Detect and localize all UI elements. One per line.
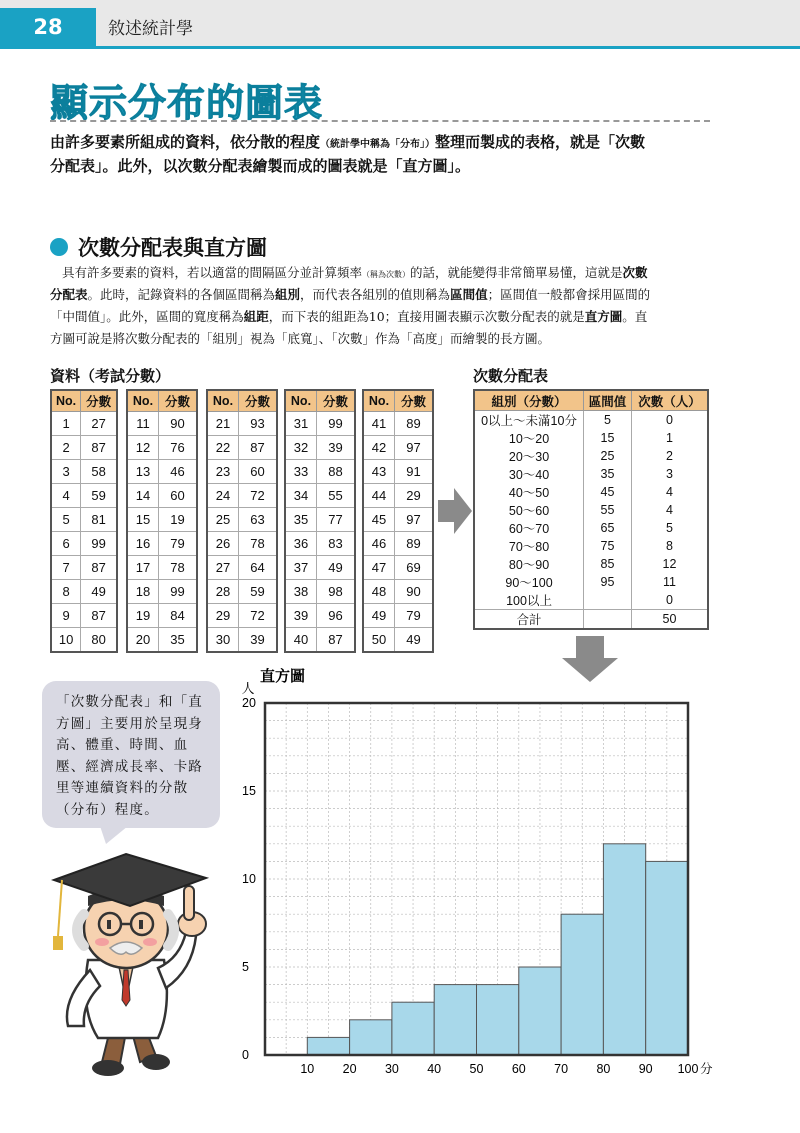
column-header: 分數 (158, 390, 197, 412)
table-row (207, 412, 277, 436)
student-number: 29 (207, 604, 238, 628)
student-number: 45 (363, 508, 394, 532)
column-header: No. (127, 390, 158, 412)
class-mark: 35 (584, 465, 632, 483)
score-value: 89 (394, 532, 433, 556)
score-value: 77 (316, 508, 355, 532)
x-tick-label: 80 (596, 1062, 611, 1076)
class-range: 60～70 (474, 519, 584, 537)
table-row (127, 460, 197, 484)
score-value: 60 (238, 460, 277, 484)
student-number: 4 (51, 484, 81, 508)
table-row (474, 501, 708, 519)
score-value: 72 (238, 604, 277, 628)
class-range: 40～50 (474, 483, 584, 501)
score-value: 87 (238, 436, 277, 460)
student-number: 19 (127, 604, 158, 628)
histogram-bar (646, 861, 688, 1055)
student-number: 32 (285, 436, 316, 460)
column-header: No. (207, 390, 238, 412)
score-value: 91 (394, 460, 433, 484)
professor-character-icon (40, 840, 220, 1085)
x-tick-label: 70 (554, 1062, 569, 1076)
table-row (207, 484, 277, 508)
score-value: 63 (238, 508, 277, 532)
class-range: 30～40 (474, 465, 584, 483)
freq-column-header: 組別（分數） (474, 390, 584, 411)
class-range: 100以上 (474, 591, 584, 610)
column-header: 分數 (394, 390, 433, 412)
score-value: 87 (81, 604, 117, 628)
table-row (363, 580, 433, 604)
intro-line-1: 由許多要素所組成的資料，依分散的程度（統計學中稱為「分布」）整理而製成的表格，就是「次數 (50, 133, 646, 151)
student-number: 48 (363, 580, 394, 604)
score-value: 88 (316, 460, 355, 484)
table-row (51, 412, 117, 436)
frequency-count: 4 (631, 483, 708, 501)
score-value: 93 (238, 412, 277, 436)
score-value: 60 (158, 484, 197, 508)
histogram-bar (392, 1002, 434, 1055)
student-number: 15 (127, 508, 158, 532)
class-range: 合計 (474, 610, 584, 630)
score-value: 90 (394, 580, 433, 604)
data-table-block-2 (126, 389, 198, 653)
column-header: No. (363, 390, 394, 412)
class-mark: 65 (584, 519, 632, 537)
data-table-block-1 (50, 389, 118, 653)
student-number: 28 (207, 580, 238, 604)
score-value: 29 (394, 484, 433, 508)
score-value: 87 (81, 556, 117, 580)
student-number: 35 (285, 508, 316, 532)
student-number: 49 (363, 604, 394, 628)
class-range: 50～60 (474, 501, 584, 519)
score-value: 49 (394, 628, 433, 653)
class-mark: 85 (584, 555, 632, 573)
table-row (127, 604, 197, 628)
x-tick-label: 40 (427, 1062, 442, 1076)
class-range: 80～90 (474, 555, 584, 573)
frequency-count: 11 (631, 573, 708, 591)
x-tick-label: 20 (342, 1062, 357, 1076)
class-range: 10～20 (474, 429, 584, 447)
student-number: 23 (207, 460, 238, 484)
score-value: 46 (158, 460, 197, 484)
x-tick-label: 30 (384, 1062, 399, 1076)
score-value: 35 (158, 628, 197, 653)
student-number: 38 (285, 580, 316, 604)
table-row (474, 555, 708, 573)
frequency-count: 0 (631, 591, 708, 610)
y-tick-label: 0 (242, 1048, 249, 1062)
body-line-3: 「中間值」。此外，區間的寬度稱為組距，而下表的組距為10；直接用圖表顯示次數分配表的就是直方圖。直 (50, 309, 648, 324)
student-number: 14 (127, 484, 158, 508)
class-mark: 5 (584, 411, 632, 430)
score-value: 78 (238, 532, 277, 556)
student-number: 30 (207, 628, 238, 653)
table-row (207, 436, 277, 460)
table-row (127, 628, 197, 653)
table-row (474, 447, 708, 465)
student-number: 47 (363, 556, 394, 580)
score-value: 55 (316, 484, 355, 508)
student-number: 39 (285, 604, 316, 628)
class-range: 20～30 (474, 447, 584, 465)
freq-column-header: 區間值 (584, 390, 632, 411)
score-value: 39 (238, 628, 277, 653)
student-number: 41 (363, 412, 394, 436)
student-number: 20 (127, 628, 158, 653)
student-number: 22 (207, 436, 238, 460)
body-line-4: 方圖可說是將次數分配表的「組別」視為「底寬」、「次數」作為「高度」而繪製的長方圖。 (50, 331, 551, 346)
table-row (285, 580, 355, 604)
table-row (127, 580, 197, 604)
column-header: No. (285, 390, 316, 412)
score-value: 83 (316, 532, 355, 556)
table-row (51, 604, 117, 628)
student-number: 3 (51, 460, 81, 484)
x-tick-label: 10 (300, 1062, 315, 1076)
score-value: 59 (238, 580, 277, 604)
chart-title: 直方圖 (260, 667, 306, 685)
student-number: 50 (363, 628, 394, 653)
data-table-block-4 (284, 389, 356, 653)
student-number: 7 (51, 556, 81, 580)
table-row (207, 460, 277, 484)
frequency-count: 1 (631, 429, 708, 447)
table-row (363, 628, 433, 653)
table-row (474, 465, 708, 483)
student-number: 11 (127, 412, 158, 436)
student-number: 42 (363, 436, 394, 460)
class-range: 70～80 (474, 537, 584, 555)
student-number: 18 (127, 580, 158, 604)
table-row (363, 556, 433, 580)
intro-line-2: 分配表」。此外，以次數分配表繪製而成的圖表就是「直方圖」。 (50, 157, 471, 175)
frequency-count: 2 (631, 447, 708, 465)
table-row (285, 412, 355, 436)
score-value: 87 (316, 628, 355, 653)
score-value: 79 (394, 604, 433, 628)
class-mark (584, 591, 632, 610)
histogram-bar (477, 985, 519, 1055)
table-row (207, 556, 277, 580)
table-row (474, 537, 708, 555)
frequency-count: 3 (631, 465, 708, 483)
student-number: 13 (127, 460, 158, 484)
student-number: 25 (207, 508, 238, 532)
student-number: 27 (207, 556, 238, 580)
score-value: 90 (158, 412, 197, 436)
column-header: 分數 (81, 390, 117, 412)
score-value: 64 (238, 556, 277, 580)
score-value: 59 (81, 484, 117, 508)
student-number: 24 (207, 484, 238, 508)
frequency-count: 5 (631, 519, 708, 537)
student-number: 5 (51, 508, 81, 532)
student-number: 44 (363, 484, 394, 508)
table-row (363, 508, 433, 532)
student-number: 10 (51, 628, 81, 653)
total-row (474, 610, 708, 630)
score-value: 49 (316, 556, 355, 580)
section-bullet-icon (50, 238, 68, 256)
histogram-bar (561, 914, 603, 1055)
column-header: 分數 (238, 390, 277, 412)
table-row (51, 508, 117, 532)
table-row (207, 604, 277, 628)
page-number: 28 (0, 8, 96, 46)
freq-table-label: 次數分配表 (473, 367, 549, 385)
class-mark: 25 (584, 447, 632, 465)
table-row (363, 532, 433, 556)
table-row (285, 604, 355, 628)
student-number: 16 (127, 532, 158, 556)
x-tick-label: 90 (638, 1062, 653, 1076)
class-mark: 45 (584, 483, 632, 501)
score-value: 96 (316, 604, 355, 628)
y-tick-label: 20 (242, 696, 256, 710)
score-value: 97 (394, 508, 433, 532)
arrow-right-icon (438, 488, 472, 534)
table-row (127, 508, 197, 532)
frequency-count: 8 (631, 537, 708, 555)
score-value: 78 (158, 556, 197, 580)
class-range: 90～100 (474, 573, 584, 591)
x-tick-label: 60 (511, 1062, 526, 1076)
table-row (363, 412, 433, 436)
y-tick-label: 15 (242, 784, 256, 798)
table-row (51, 628, 117, 653)
table-row (474, 573, 708, 591)
chart-y-label: 人 (241, 682, 255, 697)
table-row (363, 484, 433, 508)
table-row (51, 532, 117, 556)
score-value: 49 (81, 580, 117, 604)
class-mark: 75 (584, 537, 632, 555)
student-number: 26 (207, 532, 238, 556)
histogram-chart (230, 660, 720, 1090)
table-row (207, 628, 277, 653)
table-row (51, 580, 117, 604)
running-title: 敘述統計學 (108, 19, 193, 39)
histogram-bar (434, 985, 476, 1055)
freq-column-header: 次數（人） (631, 390, 708, 411)
frequency-count: 0 (631, 411, 708, 430)
score-value: 97 (394, 436, 433, 460)
frequency-count: 50 (631, 610, 708, 630)
frequency-table (473, 389, 709, 630)
data-table-block-5 (362, 389, 434, 653)
table-row (51, 460, 117, 484)
score-value: 89 (394, 412, 433, 436)
student-number: 36 (285, 532, 316, 556)
table-row (207, 532, 277, 556)
class-range: 0以上～未滿10分 (474, 411, 584, 430)
histogram-bar (307, 1037, 349, 1055)
class-mark (584, 610, 632, 630)
student-number: 31 (285, 412, 316, 436)
score-value: 69 (394, 556, 433, 580)
score-value: 84 (158, 604, 197, 628)
student-number: 9 (51, 604, 81, 628)
table-row (127, 436, 197, 460)
y-tick-label: 5 (242, 960, 249, 974)
table-row (363, 604, 433, 628)
score-value: 19 (158, 508, 197, 532)
class-mark: 55 (584, 501, 632, 519)
table-row (207, 508, 277, 532)
header-divider (0, 46, 800, 49)
histogram-bar (519, 967, 561, 1055)
table-row (127, 484, 197, 508)
data-table-label: 資料（考試分數） (50, 367, 171, 385)
table-row (51, 484, 117, 508)
score-value: 99 (81, 532, 117, 556)
class-mark: 15 (584, 429, 632, 447)
page-title: 顯示分布的圖表 (50, 81, 324, 125)
speech-bubble-text: 「次數分配表」和「直方圖」主要用於呈現身高、體重、時間、血壓、經濟成長率、卡路里等連續資料的分散（分布）程度。 (56, 694, 203, 818)
student-number: 43 (363, 460, 394, 484)
student-number: 2 (51, 436, 81, 460)
score-value: 81 (81, 508, 117, 532)
student-number: 40 (285, 628, 316, 653)
title-divider (50, 120, 710, 122)
section-title: 次數分配表與直方圖 (78, 236, 267, 260)
table-row (127, 556, 197, 580)
table-row (474, 591, 708, 610)
table-row (127, 532, 197, 556)
table-row (285, 484, 355, 508)
frequency-count: 12 (631, 555, 708, 573)
student-number: 1 (51, 412, 81, 436)
body-line-1: 具有許多要素的資料，若以適當的間隔區分並計算頻率（稱為次數）的話，就能變得非常簡單易懂，這就是次數 (62, 265, 648, 280)
table-row (285, 556, 355, 580)
class-mark: 95 (584, 573, 632, 591)
score-value: 39 (316, 436, 355, 460)
score-value: 98 (316, 580, 355, 604)
score-value: 99 (316, 412, 355, 436)
table-row (207, 580, 277, 604)
student-number: 34 (285, 484, 316, 508)
score-value: 87 (81, 436, 117, 460)
table-row (285, 628, 355, 653)
x-tick-label: 100 (677, 1062, 699, 1076)
histogram-bar (350, 1020, 392, 1055)
table-row (363, 436, 433, 460)
table-row (363, 460, 433, 484)
score-value: 99 (158, 580, 197, 604)
y-tick-label: 10 (242, 872, 256, 886)
student-number: 8 (51, 580, 81, 604)
table-row (285, 532, 355, 556)
table-row (474, 429, 708, 447)
frequency-count: 4 (631, 501, 708, 519)
x-tick-label: 50 (469, 1062, 484, 1076)
body-line-2: 分配表。此時，記錄資料的各個區間稱為組別，而代表各組別的值則稱為區間值；區間值一般都會採用區間的 (50, 287, 651, 302)
student-number: 37 (285, 556, 316, 580)
table-row (51, 436, 117, 460)
student-number: 12 (127, 436, 158, 460)
table-row (474, 519, 708, 537)
score-value: 79 (158, 532, 197, 556)
table-row (285, 436, 355, 460)
x-unit-label: 分 (700, 1061, 713, 1076)
student-number: 33 (285, 460, 316, 484)
student-number: 46 (363, 532, 394, 556)
student-number: 6 (51, 532, 81, 556)
score-value: 58 (81, 460, 117, 484)
student-number: 17 (127, 556, 158, 580)
column-header: 分數 (316, 390, 355, 412)
histogram-bar (603, 844, 645, 1055)
score-value: 80 (81, 628, 117, 653)
score-value: 72 (238, 484, 277, 508)
table-row (285, 460, 355, 484)
table-row (474, 411, 708, 430)
student-number: 21 (207, 412, 238, 436)
table-row (285, 508, 355, 532)
table-row (127, 412, 197, 436)
table-row (474, 483, 708, 501)
table-row (51, 556, 117, 580)
score-value: 27 (81, 412, 117, 436)
column-header: No. (51, 390, 81, 412)
data-table-block-3 (206, 389, 278, 653)
score-value: 76 (158, 436, 197, 460)
